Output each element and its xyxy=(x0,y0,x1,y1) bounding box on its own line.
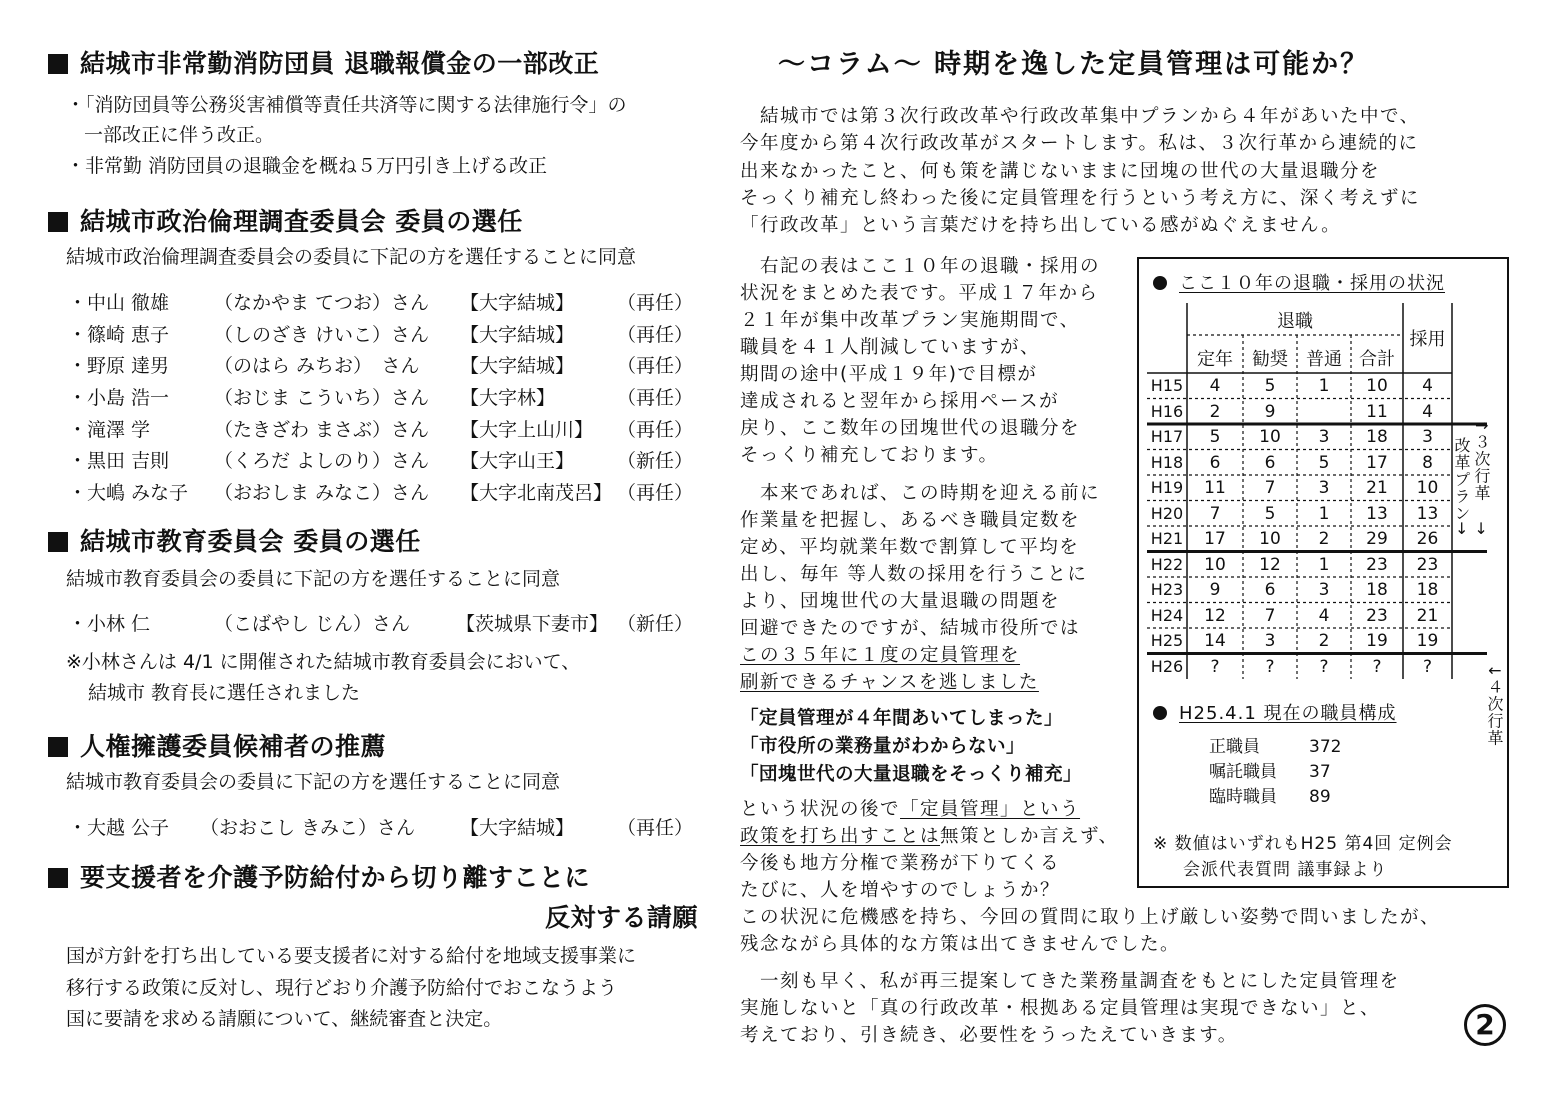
table-cell: 19 xyxy=(1416,631,1439,651)
column-text-line: そっくり補充し終わった後に定員管理を行うという考え方に、深く考えずに xyxy=(740,188,1420,209)
table-row-label: H25 xyxy=(1150,631,1184,650)
text-line: 一部改正に伴う改正。 xyxy=(84,124,275,146)
intro-text: 結城市政治倫理調査委員会の委員に下記の方を選任することに同意 xyxy=(66,246,637,268)
note-text: ※小林さんは 4/1 に開催された結城市教育委員会において、 xyxy=(66,651,581,673)
table-cell: 10 xyxy=(1259,427,1281,447)
table-cell: 5 xyxy=(1264,376,1276,396)
table-cell: 3 xyxy=(1318,580,1330,600)
table-column-header: 勧奨 xyxy=(1252,349,1288,370)
column-text-line: 出来なかったこと、何も策を講じないままに団塊の世代の大量退職分を xyxy=(740,161,1381,182)
table-cell: 23 xyxy=(1366,605,1388,626)
column-text-line: 一刻も早く、私が再三提案してきた業務量調査をもとにした定員管理を xyxy=(740,971,1400,992)
table-cell: 2 xyxy=(1318,529,1330,549)
square-bullet-icon xyxy=(48,532,68,552)
table-cell: 18 xyxy=(1366,580,1388,600)
column-text-line: 戻り、ここ数年の団塊世代の退職分を xyxy=(740,418,1081,439)
section-heading-petition: 要支援者を介護予防給付から切り離すことに xyxy=(48,858,590,894)
person-row: ・小島 浩一 （おじま こういち）さん 【大字林】 （再任） xyxy=(68,387,693,409)
table-cell: 2 xyxy=(1209,401,1221,422)
quote-line: 「団塊世代の大量退職をそっくり補充」 xyxy=(740,764,1083,785)
table-cell: 18 xyxy=(1416,580,1439,600)
section-heading-petition-line2: 反対する請願 xyxy=(544,903,698,932)
table-cell: 9 xyxy=(1264,401,1276,422)
person-row: ・滝澤 学 （たきざわ まさぶ）さん 【大字上山川】 （再任） xyxy=(68,419,693,441)
table-cell: 9 xyxy=(1209,580,1221,600)
table-column-header: 普通 xyxy=(1306,349,1342,370)
table-row-label: H15 xyxy=(1150,376,1184,395)
column-text-line: より、団塊世代の大量退職の問題を xyxy=(740,591,1061,612)
section-heading-human-rights: 人権擁護委員候補者の推薦 xyxy=(48,727,386,763)
page-number: 2 xyxy=(1464,1004,1506,1046)
person-row: ・黒田 吉則 （くろだ よしのり）さん 【大字山王】 （新任） xyxy=(68,450,693,472)
underlined-text: この３５年に１度の定員管理を xyxy=(740,645,1021,666)
section-heading-ethics-committee: 結城市政治倫理調査委員会 委員の選任 xyxy=(48,202,523,238)
table-cell: ? xyxy=(1210,656,1220,677)
source-note: ※ 数値はいずれもH25 第4回 定例会 xyxy=(1153,834,1453,854)
retirement-hiring-box xyxy=(1137,257,1509,888)
column-text-line: この状況に危機感を持ち、今回の質問に取り上げ厳しい姿勢で問いましたが、 xyxy=(740,907,1441,928)
staff-row: 臨時職員 89 xyxy=(1209,787,1331,807)
table-row-label: H24 xyxy=(1150,605,1184,625)
table-cell: 29 xyxy=(1366,529,1388,549)
table-cell: 10 xyxy=(1204,554,1226,575)
side-label-3rd-reform: ↑３次行革 xyxy=(1472,419,1491,502)
table-row-label: H21 xyxy=(1150,529,1184,548)
table-cell: 3 xyxy=(1422,427,1433,447)
section-heading-fire-volunteer: 結城市非常勤消防団員 退職報償金の一部改正 xyxy=(48,44,599,80)
table-row-label: H16 xyxy=(1150,401,1184,421)
table-title: ここ１０年の退職・採用の状況 xyxy=(1153,269,1445,295)
table-cell: 5 xyxy=(1264,503,1276,524)
person-row: ・中山 徹雄 （なかやま てつお）さん 【大字結城】 （再任） xyxy=(68,292,693,314)
table-column-header: 採用 xyxy=(1409,329,1446,350)
column-text-line: という状況の後で「定員管理」という xyxy=(740,799,1081,820)
side-label-4th-reform: ↓４次行革 xyxy=(1485,664,1504,747)
body-text: 国が方針を打ち出している要支援者に対する給付を地域支援事業に xyxy=(66,945,637,967)
table-row-label: H18 xyxy=(1150,452,1184,472)
table-cell: 10 xyxy=(1259,529,1281,549)
table-cell: 13 xyxy=(1366,503,1388,524)
column-text-line: 今後も地方分権で業務が下りてくる xyxy=(740,853,1061,874)
table-cell: 6 xyxy=(1264,580,1276,600)
table-cell: 12 xyxy=(1259,554,1281,575)
table-cell: 3 xyxy=(1318,427,1330,447)
column-title: ～コラム～ 時期を逸した定員管理は可能か？ xyxy=(778,49,1370,80)
table-cell: 23 xyxy=(1416,554,1439,575)
table-cell: 19 xyxy=(1366,631,1388,651)
column-text-line: 回避できたのですが、結城市役所では xyxy=(740,618,1081,639)
table-cell: 10 xyxy=(1366,376,1388,396)
table-cell: 5 xyxy=(1209,427,1221,447)
column-text-line: 達成されると翌年から採用ペースが xyxy=(740,391,1060,412)
table-cell: 23 xyxy=(1366,554,1388,575)
table-cell: 1 xyxy=(1318,554,1330,575)
column-text-line: 作業量を把握し、あるべき職員定数を xyxy=(740,510,1081,531)
table-cell: 21 xyxy=(1366,478,1388,498)
column-text-line: 状況をまとめた表です。平成１７年から xyxy=(740,283,1099,304)
table-cell: 10 xyxy=(1416,478,1439,498)
table-cell: 6 xyxy=(1209,452,1221,473)
table-cell: 17 xyxy=(1366,452,1388,473)
column-text-line: 「行政改革」という言葉だけを持ち出している感がぬぐえません。 xyxy=(740,215,1342,236)
staff-row: 正職員 372 xyxy=(1209,737,1342,757)
table-cell: 11 xyxy=(1366,401,1388,422)
table-cell: 26 xyxy=(1416,529,1439,549)
square-bullet-icon xyxy=(48,737,68,757)
circle-bullet-icon xyxy=(1153,706,1167,720)
table-group-header: 退職 xyxy=(1277,311,1313,332)
table-cell: 4 xyxy=(1318,605,1330,626)
column-text-line: 期間の途中(平成１９年)で目標が xyxy=(740,364,1038,385)
table-cell: 7 xyxy=(1209,503,1221,524)
column-text-line: そっくり補充しております。 xyxy=(740,445,999,466)
column-text-line: 結城市では第３次行政改革や行政改革集中プランから４年があいた中で、 xyxy=(740,106,1420,127)
square-bullet-icon xyxy=(48,54,68,74)
table-cell: 1 xyxy=(1318,503,1330,524)
column-text-line: 今年度から第４次行政改革がスタートします。私は、３次行革から連続的に xyxy=(740,133,1419,154)
circle-bullet-icon xyxy=(1153,276,1167,290)
table-cell: ? xyxy=(1265,656,1275,677)
table-cell: ? xyxy=(1319,656,1329,677)
square-bullet-icon xyxy=(48,212,68,232)
table-cell: 4 xyxy=(1422,376,1433,396)
staff-row: 嘱託職員 37 xyxy=(1209,762,1331,782)
square-bullet-icon xyxy=(48,868,68,888)
intro-text: 結城市教育委員会の委員に下記の方を選任することに同意 xyxy=(66,771,561,793)
column-text-line: 残念ながら具体的な方策は出てきませんでした。 xyxy=(740,934,1181,955)
intro-text: 結城市教育委員会の委員に下記の方を選任することに同意 xyxy=(66,568,561,590)
table-column-header: 定年 xyxy=(1197,349,1233,370)
table-cell: 2 xyxy=(1318,631,1330,651)
person-row: ・大嶋 みな子 （おおしま みなこ）さん 【大字北南茂呂】 （再任） xyxy=(68,482,693,504)
table-cell: 11 xyxy=(1204,478,1226,498)
section-heading-education-committee: 結城市教育委員会 委員の選任 xyxy=(48,522,421,558)
table-row-label: H26 xyxy=(1150,656,1184,676)
table-cell: 13 xyxy=(1416,503,1439,524)
table-cell: 12 xyxy=(1204,605,1226,626)
text-line: ・非常勤 消防団員の退職金を概ね５万円引き上げる改正 xyxy=(66,155,548,177)
table-cell: 18 xyxy=(1366,427,1388,447)
column-text-line: 考えており、引き続き、必要性をうったえていきます。 xyxy=(740,1025,1238,1046)
table-column-header: 合計 xyxy=(1359,349,1395,370)
quote-line: 「市役所の業務量がわからない」 xyxy=(740,736,1026,757)
person-row: ・篠崎 恵子 （しのざき けいこ）さん 【大字結城】 （再任） xyxy=(68,324,693,346)
column-text-line: 実施しないと「真の行政改革・根拠ある定員管理は実現できない」と、 xyxy=(740,998,1381,1019)
table-cell: ? xyxy=(1372,656,1382,677)
table-cell: 3 xyxy=(1318,478,1330,498)
person-row: ・小林 仁 （こばやし じん）さん 【茨城県下妻市】 （新任） xyxy=(68,613,693,635)
underlined-text: 刷新できるチャンスを逃しました xyxy=(740,672,1039,693)
table-cell: 8 xyxy=(1422,452,1433,473)
side-arrows: ↓↓ xyxy=(1455,519,1494,538)
column-text-line: 定め、平均就業年数で割算して平均を xyxy=(740,537,1080,558)
table-cell: 5 xyxy=(1318,452,1330,473)
column-text-line: 職員を４１人削減していますが、 xyxy=(740,337,1041,358)
table-row-label: H23 xyxy=(1150,580,1184,599)
table-cell: 7 xyxy=(1264,478,1276,498)
source-note-2: 会派代表質問 議事録より xyxy=(1183,860,1388,880)
body-text: 国に要請を求める請願について、継続審査と決定。 xyxy=(66,1008,503,1030)
table-cell: 4 xyxy=(1209,376,1221,396)
text-line: ・「消防団員等公務災害補償等責任共済等に関する法律施行令」の xyxy=(66,94,627,116)
table-cell: 4 xyxy=(1422,401,1433,422)
person-row: ・大越 公子 （おおこし きみこ）さん 【大字結城】 （再任） xyxy=(68,817,693,839)
table-cell: 3 xyxy=(1264,631,1276,651)
quote-line: 「定員管理が４年間あいてしまった」 xyxy=(740,708,1064,729)
note-text: 結城市 教育長に選任されました xyxy=(88,682,361,704)
left-column xyxy=(0,0,760,1100)
retirement-hiring-table xyxy=(1147,303,1491,677)
column-text-line: ２１年が集中改革プラン実施期間で、 xyxy=(740,310,1080,331)
table-cell: ? xyxy=(1422,656,1433,677)
table-row-label: H20 xyxy=(1150,503,1184,523)
staff-title: H25.4.1 現在の職員構成 xyxy=(1153,699,1397,725)
table-row-label: H17 xyxy=(1150,427,1184,446)
column-text-line: 右記の表はここ１０年の退職・採用の xyxy=(740,256,1101,277)
body-text: 移行する政策に反対し、現行どおり介護予防給付でおこなうよう xyxy=(66,977,618,999)
side-label-plan: 改革プラン xyxy=(1452,437,1471,522)
column-text-line: たびに、人を増やすのでしょうか？ xyxy=(740,880,1061,901)
table-row-label: H19 xyxy=(1150,478,1184,497)
table-cell: 17 xyxy=(1204,529,1226,549)
person-row: ・野原 達男 （のはら みちお） さん 【大字結城】 （再任） xyxy=(68,355,693,377)
column-text-line: 本来であれば、この時期を迎える前に xyxy=(740,483,1101,504)
table-cell: 14 xyxy=(1204,631,1226,651)
table-cell: 1 xyxy=(1318,376,1330,396)
column-text-line: 政策を打ち出すことは無策としか言えず、 xyxy=(740,826,1119,847)
table-cell: 6 xyxy=(1264,452,1276,473)
column-text-line: 出し、毎年 等人数の採用を行うことに xyxy=(740,564,1088,585)
table-cell: 7 xyxy=(1264,605,1276,626)
table-row-label: H22 xyxy=(1150,554,1184,574)
table-cell: 21 xyxy=(1416,605,1439,626)
